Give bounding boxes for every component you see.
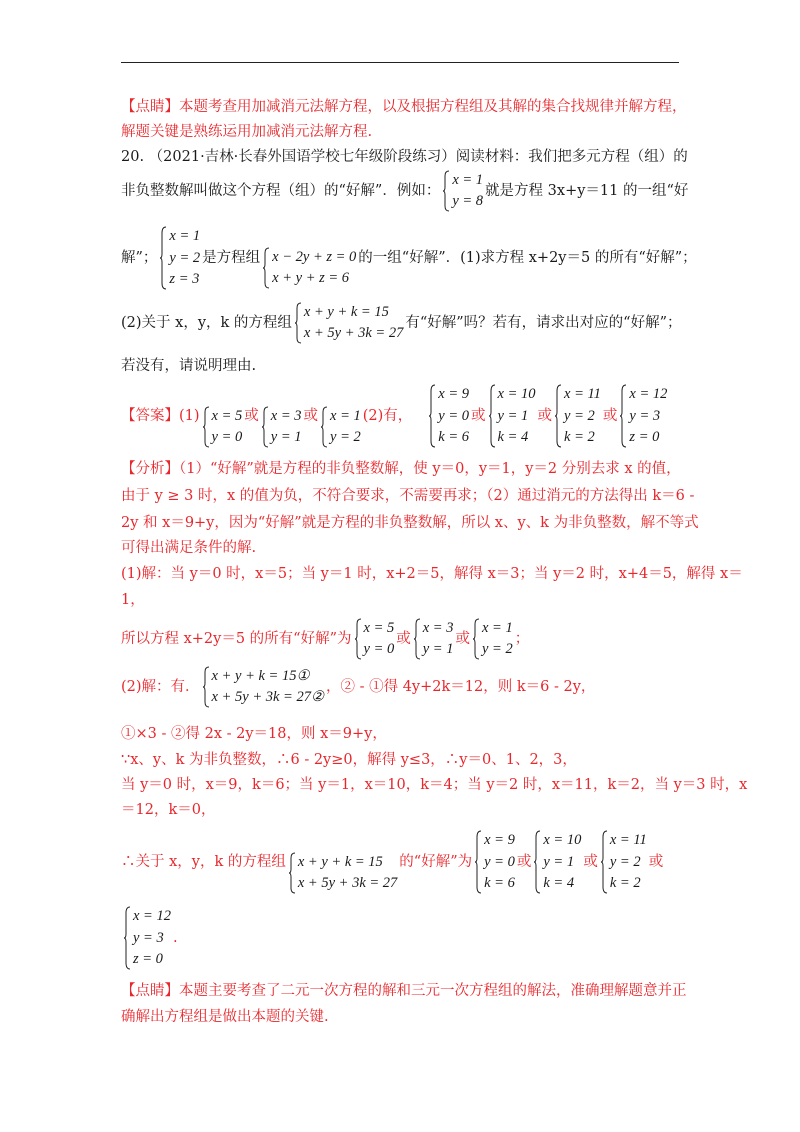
brace-icon [294,302,302,344]
solution1-line1: (1)解：当 y＝0 时，x＝5；当 y＝1 时，x+2＝5，解得 x＝3；当 y＝2 时，x+4＝5，解得 x＝ [121,566,743,582]
brace-icon [413,618,421,660]
answer-p2-sol2: x = 10 y = 1 k = 4 [488,384,536,448]
comment-tag: 【点睛】 [121,983,179,999]
brace-icon [262,247,270,289]
bottom-comment-line2: 确解出方程组是做出本题的关键. [121,1009,329,1025]
solution2-line4: 当 y＝0 时，x＝9，k＝6；当 y＝1，x＝10，k＝4；当 y＝2 时，x＝11，k＝2，当 y＝3 时，x [121,777,748,793]
solution1-sol2: x = 3 y = 1 [413,618,454,660]
analysis-line4: 可得出满足条件的解. [121,540,257,556]
solution2-conclusion: ∴关于 x，y，k 的方程组 x + y + k = 15 x + 5y + 3k = 27 的“好解”为 x = 9 y = 0 k = 6 或 x = 10 y = 1 k = 4 或 x = 11 y = 2 k = 2 或 [121,830,663,894]
brace-icon [320,406,328,448]
question-part2-cont: 若没有，请说明理由. [121,358,257,374]
answer-p1-sol3: x = 1 y = 2 [320,406,361,448]
brace-icon [600,830,608,894]
conclusion-system: x + y + k = 15 x + 5y + 3k = 27 [288,852,397,894]
answer-p2-sol3: x = 11 y = 2 k = 2 [554,384,601,448]
question-line2: 非负整数解叫做这个方程（组）的“好解”．例如： x = 1 y = 8 就是方程 3x+y＝11 的一组“好 [121,170,688,212]
brace-icon [554,384,562,448]
solution2-line3: ∵x、y、k 为非负整数，∴6 - 2y≥0，解得 y≤3，∴y＝0、1、2，3， [121,752,577,768]
brace-icon [488,384,496,448]
brace-icon [533,830,541,894]
answer-p1-sol1: x = 5 y = 0 [202,406,243,448]
answer-p2-sol4: x = 12 y = 3 z = 0 [619,384,667,448]
part2-system: x + y + k = 15 x + 5y + 3k = 27 [294,302,403,344]
analysis-line3: 2y 和 x＝9+y，因为“好解”就是方程的非负整数解，所以 x、y、k 为非负整数，解不等式 [121,515,699,531]
question-line3: 解”； x = 1 y = 2 z = 3 是方程组 x − 2y + z = 0 x + y + z = 6 的一组“好解”．(1)求方程 x+2y＝5 的所有“好解”； [121,226,697,290]
brace-icon [472,618,480,660]
comment-tag: 【点睛】 [121,99,179,115]
brace-icon [123,906,131,970]
analysis-tag: 【分析】 [121,461,179,477]
solution2-line5: ＝12，k＝0， [121,802,216,818]
brace-icon [159,226,167,290]
analysis-line2: 由于 y ≥ 3 时，x 的值为负，不符合要求，不需要再求；（2）通过消元的方法得出 k＝6 - [121,488,695,504]
bottom-comment-line1: 【点睛】本题主要考查了二元一次方程的解和三元一次方程组的解法，准确理解题意并正 [121,983,687,999]
solution2-line1: (2)解：有． x + y + k = 15① x + 5y + 3k = 27② ，② - ①得 4y+2k＝12，则 k＝6 - 2y， [121,666,595,708]
question-line1: 20. （2021·吉林·长春外国语学校七年级阶段练习）阅读材料：我们把多元方程（组）的 [121,149,688,165]
solution2-system: x + y + k = 15① x + 5y + 3k = 27② [202,666,324,708]
answer-p2-sol1: x = 9 y = 0 k = 6 [428,384,469,448]
solution2-line2: ①×3 - ②得 2x - 2y＝18，则 x＝9+y， [121,726,387,742]
brace-icon [202,666,210,708]
conclusion-sol2: x = 10 y = 1 k = 4 [533,830,581,894]
example1-system: x = 1 y = 8 [442,170,483,212]
conclusion-sol1: x = 9 y = 0 k = 6 [474,830,515,894]
answer-line: 【答案】 (1) x = 5 y = 0 或 x = 3 y = 1 或 x = 1 y = 2 (2)有， x = 9 y = 0 k = 6 或 x = 10 y = 1 k = 4 或 x = 11 y = 2 k = 2 或 x = 12 y = 3 z = 0 [121,384,669,448]
brace-icon [261,406,269,448]
header-rule [121,62,679,63]
top-comment-line1: 【点睛】本题考查用加减消元法解方程，以及根据方程组及其解的集合找规律并解方程， [121,99,687,115]
solution1-line2: 1， [121,592,145,608]
brace-icon [354,618,362,660]
example2-solution: x = 1 y = 2 z = 3 [159,226,200,290]
answer-p1-sol2: x = 3 y = 1 [261,406,302,448]
brace-icon [442,170,450,212]
solution1-line3: 所以方程 x+2y＝5 的所有“好解”为 x = 5 y = 0 或 x = 3 y = 1 或 x = 1 y = 2 ； [121,618,529,660]
solution1-sol3: x = 1 y = 2 [472,618,513,660]
example2-system: x − 2y + z = 0 x + y + z = 6 [262,247,356,289]
brace-icon [202,406,210,448]
brace-icon [474,830,482,894]
question-number: 20. [121,149,145,165]
top-comment-line2: 解题关键是熟练运用加减消元法解方程. [121,124,373,140]
solution2-last: x = 12 y = 3 z = 0 . [121,906,178,970]
solution1-sol1: x = 5 y = 0 [354,618,395,660]
conclusion-sol3: x = 11 y = 2 k = 2 [600,830,647,894]
brace-icon [428,384,436,448]
brace-icon [288,852,296,894]
question-part2: (2)关于 x，y，k 的方程组 x + y + k = 15 x + 5y + 3k = 27 有“好解”吗？若有，请求出对应的“好解”； [121,302,682,344]
brace-icon [619,384,627,448]
answer-tag: 【答案】 [121,408,179,424]
analysis-line1: 【分析】（1）“好解”就是方程的非负整数解，使 y＝0，y＝1，y＝2 分别去求 x 的值， [121,461,681,477]
conclusion-sol4: x = 12 y = 3 z = 0 [123,906,171,970]
